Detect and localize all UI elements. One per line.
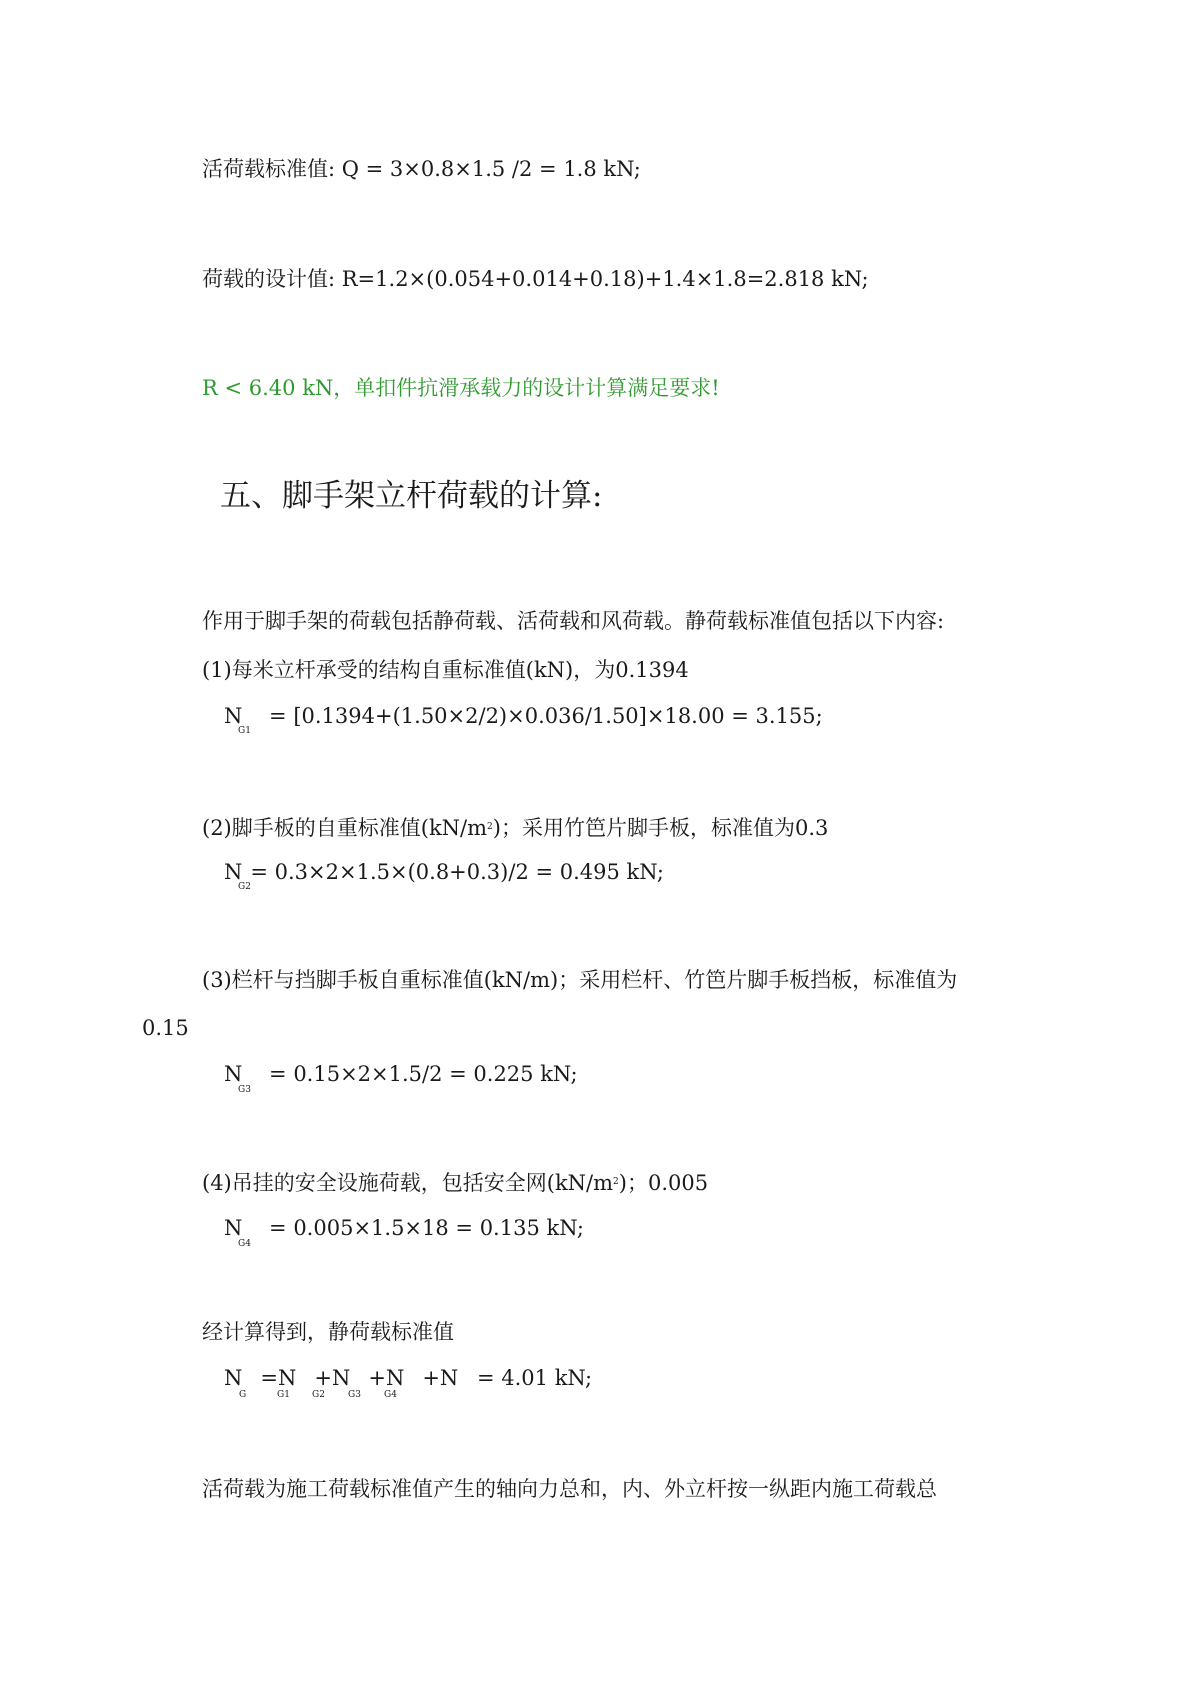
subscript-g4: G4 (238, 1239, 251, 1249)
subscript-g2: G2 (312, 1390, 325, 1400)
intro-paragraph: 作用于脚手架的荷载包括静荷载、活荷载和风荷载。静荷载标准值包括以下内容: (202, 609, 945, 633)
formula-expression: = 0.3×2×1.5×(0.8+0.3)/2 = 0.495 kN; (250, 860, 664, 884)
formula-ng2 (224, 858, 664, 886)
formula-ng3 (224, 1060, 578, 1088)
subscript-g4: G4 (384, 1390, 397, 1400)
formula-ng-total: N =N +N +N +N = 4.01 kN; (224, 1366, 593, 1390)
subscript-g3: G3 (348, 1390, 361, 1400)
formula-symbol: N (224, 704, 243, 728)
subscript-g1: G1 (238, 726, 251, 736)
formula-symbol: N (224, 860, 243, 884)
item-3-label: (3)栏杆与挡脚手板自重标准值(kN/m)；采用栏杆、竹笆片脚手板挡板，标准值为 (202, 968, 958, 992)
check-result-line: R < 6.40 kN，单扣件抗滑承载力的设计计算满足要求! (202, 376, 720, 400)
design-value-line: 荷载的设计值: R=1.2×(0.054+0.014+0.18)+1.4×1.8=2.818 kN; (202, 267, 869, 291)
summary-label: 经计算得到，静荷载标准值 (202, 1320, 454, 1344)
formula-ng4 (224, 1214, 584, 1242)
formula-symbol: N (224, 1216, 243, 1240)
formula-symbol: N (224, 1062, 243, 1086)
section-heading: 五、脚手架立杆荷载的计算: (220, 478, 603, 514)
formula-expression: = [0.1394+(1.50×2/2)×0.036/1.50]×18.00 = 3.155; (262, 704, 823, 728)
subscript-g1: G1 (277, 1390, 290, 1400)
subscript-g3: G3 (238, 1085, 251, 1095)
formula-ng1 (224, 702, 823, 730)
live-load-total-paragraph: 活荷载为施工荷载标准值产生的轴向力总和，内、外立杆按一纵距内施工荷载总 (202, 1477, 937, 1501)
subscript-g2: G2 (238, 882, 251, 892)
live-load-line: 活荷载标准值: Q = 3×0.8×1.5 /2 = 1.8 kN; (202, 157, 641, 181)
subscript-g: G (239, 1390, 247, 1400)
item-4-label: (4)吊挂的安全设施荷载，包括安全网$(kN/m^2)$；0.005 (202, 1171, 709, 1195)
item-1-label: (1)每米立杆承受的结构自重标准值(kN)，为0.1394 (202, 658, 689, 682)
item-2-label: (2)脚手板的自重标准值$(kN/m^2)$；采用竹笆片脚手板，标准值为0.3 (202, 816, 829, 840)
formula-expression: = 0.005×1.5×18 = 0.135 kN; (262, 1216, 584, 1240)
item-3-label-continued: 0.15 (142, 1016, 189, 1040)
formula-expression: = 0.15×2×1.5/2 = 0.225 kN; (262, 1062, 578, 1086)
